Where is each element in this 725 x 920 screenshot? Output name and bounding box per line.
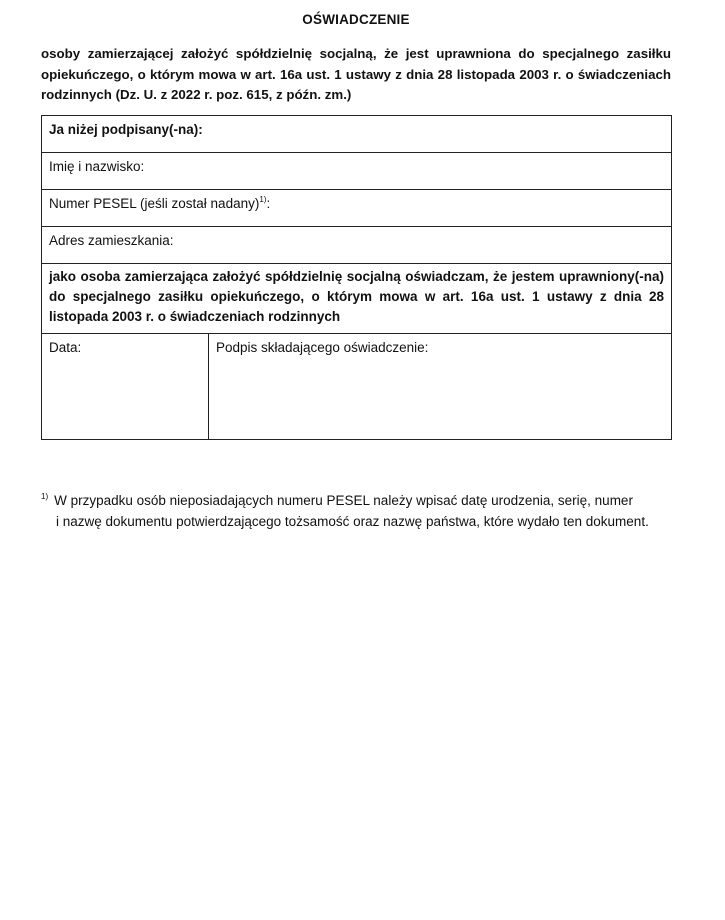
footnote	[41, 486, 671, 532]
footnote-line-1	[41, 486, 671, 511]
address-field[interactable]	[42, 227, 672, 264]
footnote-text-1: W przypadku osób nieposiadających numeru PESEL należy wpisać datę urodzenia, serię, numer	[54, 493, 633, 508]
pesel-label: Numer PESEL (jeśli został nadany)	[49, 196, 260, 211]
date-field[interactable]	[42, 334, 209, 440]
document-title: OŚWIADCZENIE	[302, 12, 410, 27]
declaration-statement: jako osoba zamierzająca założyć spółdzielnię socjalną oświadczam, że jestem uprawniony(-na) do specjalnego zasiłku opiekuńczego, o którym mowa w art. 16a ust. 1 ustawy z dnia 28 listopada 2003 r. o świadczeniach rodzinnych	[42, 264, 672, 334]
name-field[interactable]	[42, 153, 672, 190]
name-label: Imię i nazwisko:	[49, 159, 145, 174]
pesel-footnote-ref: 1)	[259, 195, 267, 204]
declaration-form	[41, 115, 672, 440]
undersigned-label: Ja niżej podpisany(-na):	[42, 116, 672, 153]
address-label: Adres zamieszkania:	[49, 233, 174, 248]
document-intro: osoby zamierzającej założyć spółdzielnię socjalną, że jest uprawniona do specjalnego zasiłku opiekuńczego, o którym mowa w art. 16a ust. 1 ustawy z dnia 28 listopada 2003 r. o świadczeniach rodzinnych (Dz. U. z 2022 r. poz. 615, z późn. zm.)	[41, 46, 671, 102]
signature-field[interactable]	[209, 334, 672, 440]
pesel-field[interactable]	[42, 190, 672, 227]
footnote-marker: 1)	[41, 492, 49, 501]
pesel-colon: :	[266, 196, 271, 211]
signature-label: Podpis składającego oświadczenie:	[216, 340, 429, 355]
footnote-line-2: i nazwę dokumentu potwierdzającego tożsamość oraz nazwę państwa, które wydało ten dokument.	[56, 514, 649, 529]
date-label: Data:	[49, 340, 82, 355]
